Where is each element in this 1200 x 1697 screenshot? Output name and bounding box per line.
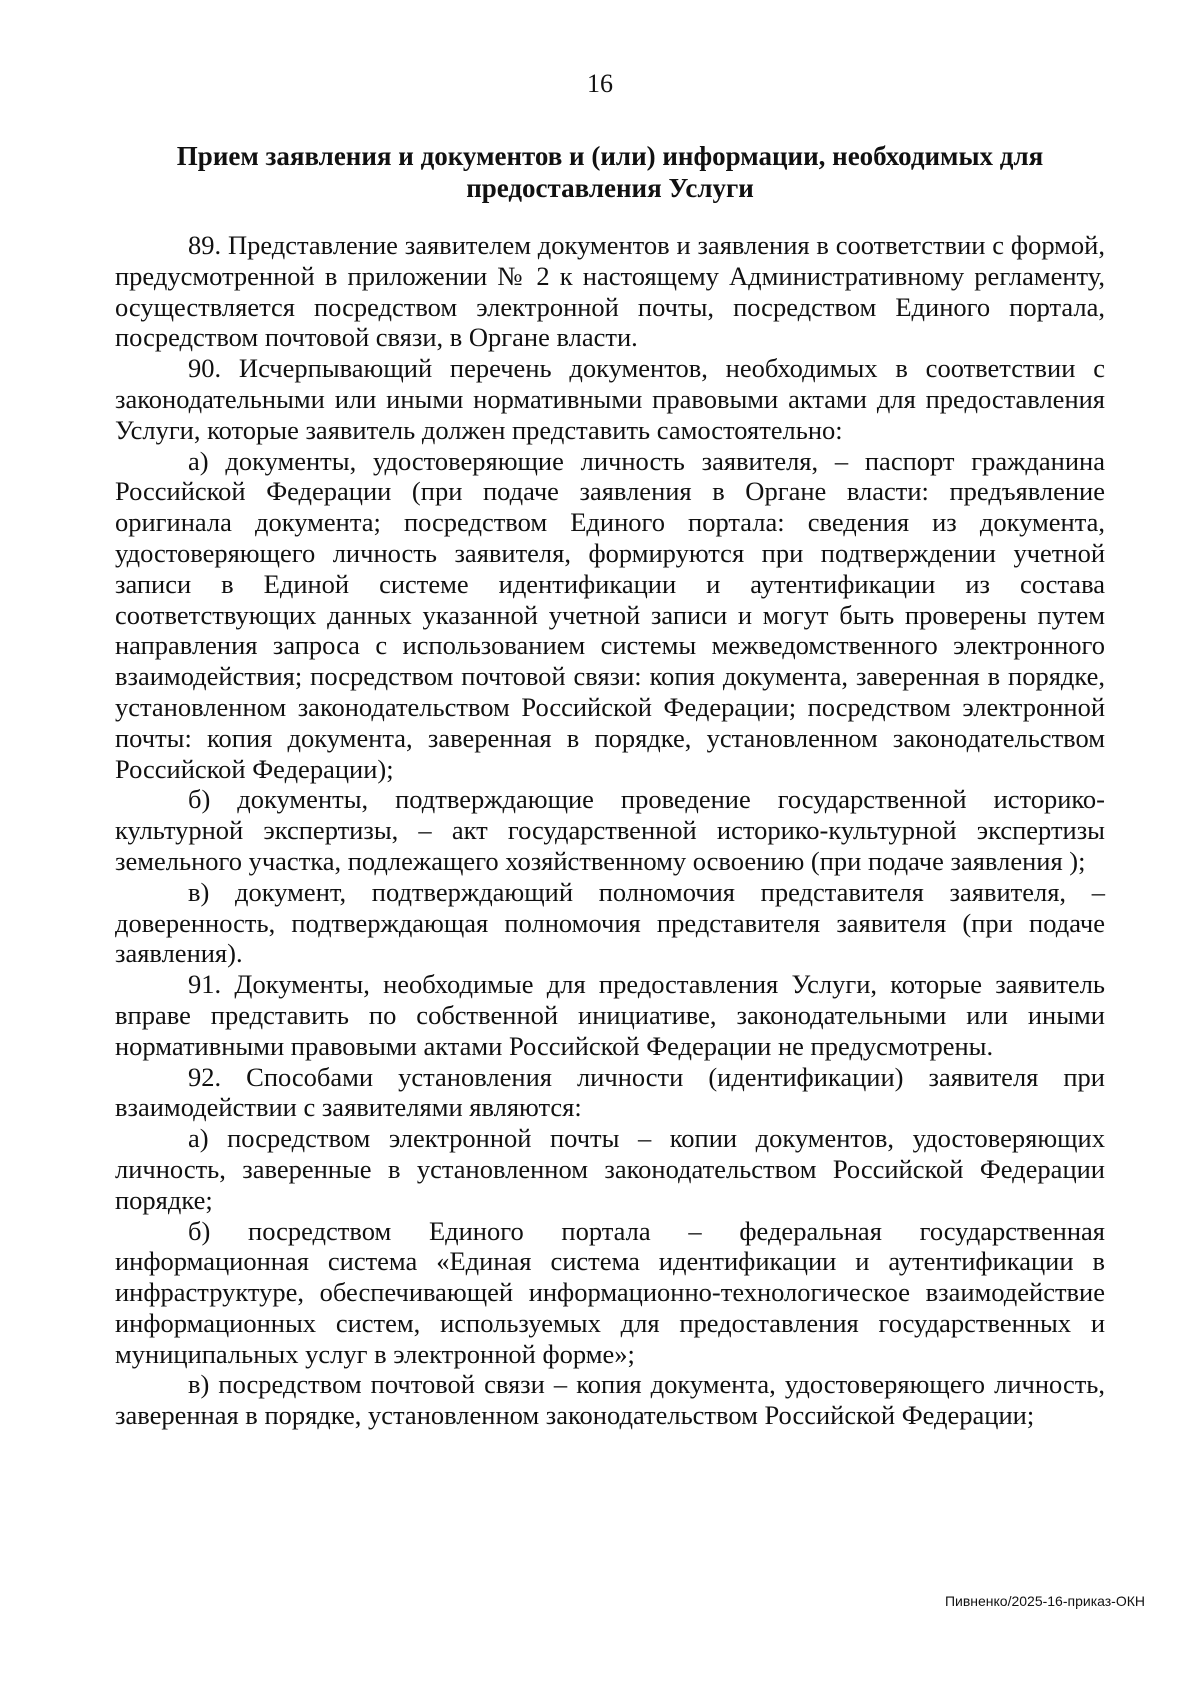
paragraph-90-v: в) документ, подтверждающий полномочия представителя заявителя, – доверенность, подтверждающая полномочия представителя заявителя (при подаче заявления).	[115, 876, 1105, 969]
paragraph-89: 89. Представление заявителем документов и заявления в соответствии с формой, предусмотренной в приложении № 2 к настоящему Административному регламенту, осуществляется посредством электронной почты, посредством Единого портала, посредством почтовой связи, в Органе власти.	[115, 230, 1105, 353]
paragraph-91: 91. Документы, необходимые для предоставления Услуги, которые заявитель вправе представить по собственной инициативе, законодательными или иными нормативными правовыми актами Российской Федерации не предусмотрены.	[115, 969, 1105, 1061]
paragraph-92-v: в) посредством почтовой связи – копия документа, удостоверяющего личность, заверенная в порядке, установленном законодательством Российской Федерации;	[115, 1369, 1105, 1431]
paragraph-90-a: а) документы, удостоверяющие личность заявителя, – паспорт гражданина Российской Федерации (при подаче заявления в Органе власти: предъявление оригинала документа; посредством Единого портала: сведения из документа, удостоверяющего личность заявителя, формируются при подтверждении учетной записи в Единой системе идентификации и аутентификации из состава соответствующих данных указанной учетной записи и могут быть проверены путем направления запроса с использованием системы межведомственного электронного взаимодействия; посредством почтовой связи: копия документа, заверенная в порядке, установленном законодательством Российской Федерации; посредством электронной почты: копия документа, заверенная в порядке, установленном законодательством Российской Федерации);	[115, 445, 1105, 784]
paragraph-92: 92. Способами установления личности (идентификации) заявителя при взаимодействии с заявителями являются:	[115, 1061, 1105, 1123]
paragraph-90-b: б) документы, подтверждающие проведение государственной историко-культурной экспертизы, – акт государственной историко-культурной экспертизы земельного участка, подлежащего хозяйственному освоению (при подаче заявления );	[115, 784, 1105, 876]
page-number: 16	[587, 69, 613, 98]
paragraph-90: 90. Исчерпывающий перечень документов, необходимых в соответствии с законодательными или иными нормативными правовыми актами для предоставления Услуги, которые заявитель должен представить самостоятельно:	[115, 353, 1105, 445]
document-body	[115, 230, 1105, 1431]
document-footer-reference: Пивненко/2025-16-приказ-ОКН	[944, 1593, 1145, 1609]
paragraph-92-a: а) посредством электронной почты – копии документов, удостоверяющих личность, заверенные в установленном законодательством Российской Федерации порядке;	[115, 1123, 1105, 1215]
paragraph-92-b: б) посредством Единого портала – федеральная государственная информационная система «Единая система идентификации и аутентификации в инфраструктуре, обеспечивающей информационно-технологическое взаимодействие информационных систем, используемых для предоставления государственных и муниципальных услуг в электронной форме»;	[115, 1215, 1105, 1369]
section-heading: Прием заявления и документов и (или) информации, необходимых для предоставления Услуги	[176, 141, 1044, 203]
